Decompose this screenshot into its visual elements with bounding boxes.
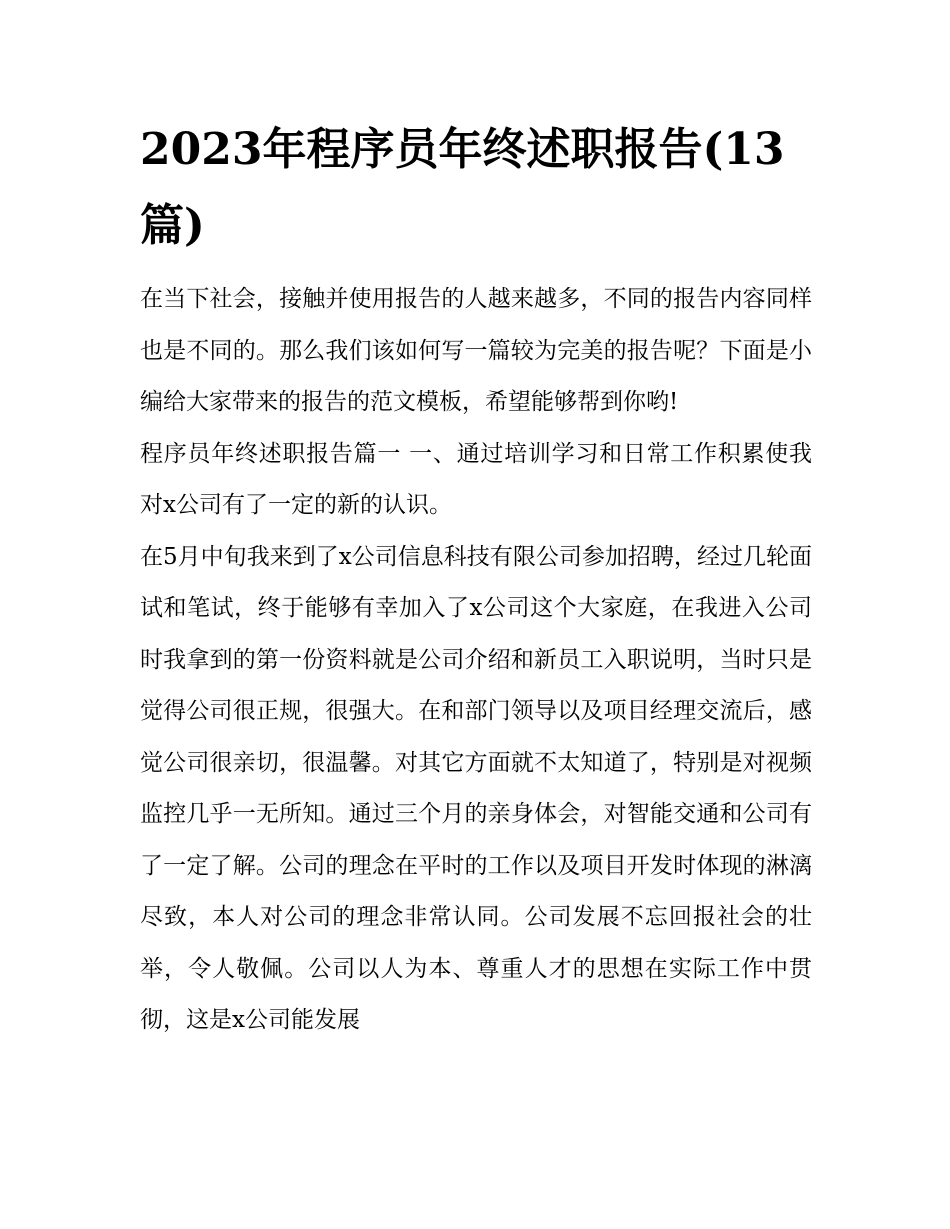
paragraph-section-one-heading: 程序员年终述职报告篇一 一、通过培训学习和日常工作积累使我对x公司有了一定的新的认识。 <box>140 440 812 518</box>
document-text <box>140 274 812 1047</box>
paragraph-intro: 在当下社会，接触并使用报告的人越来越多，不同的报告内容同样也是不同的。那么我们该如何写一篇较为完美的报告呢？下面是小编给大家带来的报告的范文模板，希望能够帮到你哟! <box>140 286 812 415</box>
document-title: 2023年程序员年终述职报告(13篇) <box>140 124 785 251</box>
paragraph-body: 在5月中旬我来到了x公司信息科技有限公司参加招聘，经过几轮面试和笔试，终于能够有幸加入了x公司这个大家庭，在我进入公司时我拿到的第一份资料就是公司介绍和新员工入职说明，当时只是觉得公司很正规，很强大。在和部门领导以及项目经理交流后，感觉公司很亲切，很温馨。对其它方面就不太知道了，特别是对视频监控几乎一无所知。通过三个月的亲身体会，对智能交通和公司有了一定了解。公司的理念在平时的工作以及项目开发时体现的淋漓尽致，本人对公司的理念非常认同。公司发展不忘回报社会的壮举，令人敬佩。公司以人为本、尊重人才的思想在实际工作中贯彻，这是x公司能发展 <box>140 543 812 1033</box>
document-body <box>140 112 812 1047</box>
